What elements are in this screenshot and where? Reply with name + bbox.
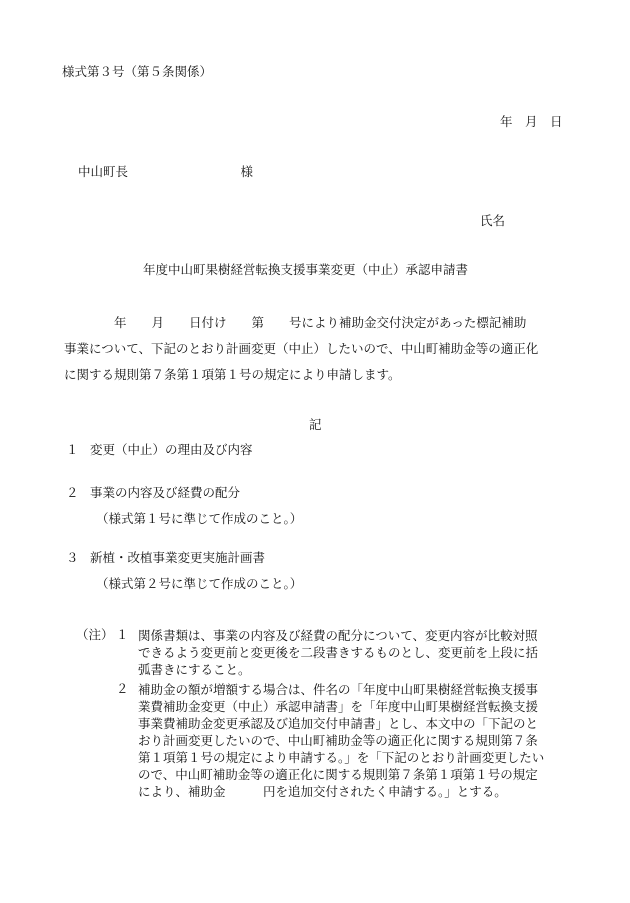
note-line: 弧書きにすること。 <box>138 662 251 677</box>
body-line: 事業について、下記のとおり計画変更（中止）したいので、中山町補助金等の適正化 <box>64 341 539 356</box>
body-line: 年 月 日付け 第 号により補助金交付決定があった標記補助 <box>64 315 527 330</box>
note-line: 補助金の額が増額する場合は、件名の「年度中山町果樹経営転換支援事 <box>138 682 539 697</box>
item-title: 変更（中止）の理由及び内容 <box>90 442 253 457</box>
note-text <box>138 681 544 800</box>
note-number: １ <box>116 627 129 642</box>
document-title: 年度中山町果樹経営転換支援事業変更（中止）承認申請書 <box>143 262 469 277</box>
note-line: おり計画変更したいので、中山町補助金等の適正化に関する規則第７条 <box>138 733 538 748</box>
body-line: に関する規則第７条第１項第１号の規定により申請します。 <box>64 367 401 382</box>
note-line: ので、中山町補助金等の適正化に関する規則第７条第１項第１号の規定 <box>138 767 538 782</box>
form-number-label: 様式第３号（第５条関係） <box>62 64 213 79</box>
note-line: 事業費補助金変更承認及び追加交付申請書」とし、本文中の「下記のと <box>138 716 539 731</box>
note-line: 業費補助金変更（中止）承認申請書」を「年度中山町果樹経営転換支援 <box>138 699 539 714</box>
ki-heading: 記 <box>309 417 322 432</box>
note-line: 関係書類は、事業の内容及び経費の配分について、変更内容が比較対照 <box>138 628 538 643</box>
item-number: １ <box>66 442 79 457</box>
item-number: ２ <box>66 485 79 500</box>
note-line: により、補助金 円を追加交付されたく申請する。」とする。 <box>138 784 507 799</box>
item-title: 事業の内容及び経費の配分 <box>90 485 241 500</box>
item-number: ３ <box>66 550 79 565</box>
note-text <box>138 627 538 678</box>
addressee: 中山町長 様 <box>78 164 254 179</box>
date-line: 年 月 日 <box>500 114 563 129</box>
signer-name-label: 氏名 <box>480 213 506 228</box>
item-subnote: （様式第１号に準じて作成のこと。） <box>96 511 303 526</box>
notes-label: （注） <box>76 627 114 642</box>
item-subnote: （様式第２号に準じて作成のこと。） <box>96 576 303 591</box>
application-body <box>64 310 580 388</box>
note-line: できるよう変更前と変更後を二段書きするものとし、変更前を上段に括 <box>138 645 539 660</box>
note-number: ２ <box>116 681 129 696</box>
note-line: 第１項第１号の規定により申請する。」を「下記のとおり計画変更したい <box>138 750 545 765</box>
item-title: 新植・改植事業変更実施計画書 <box>90 550 266 565</box>
